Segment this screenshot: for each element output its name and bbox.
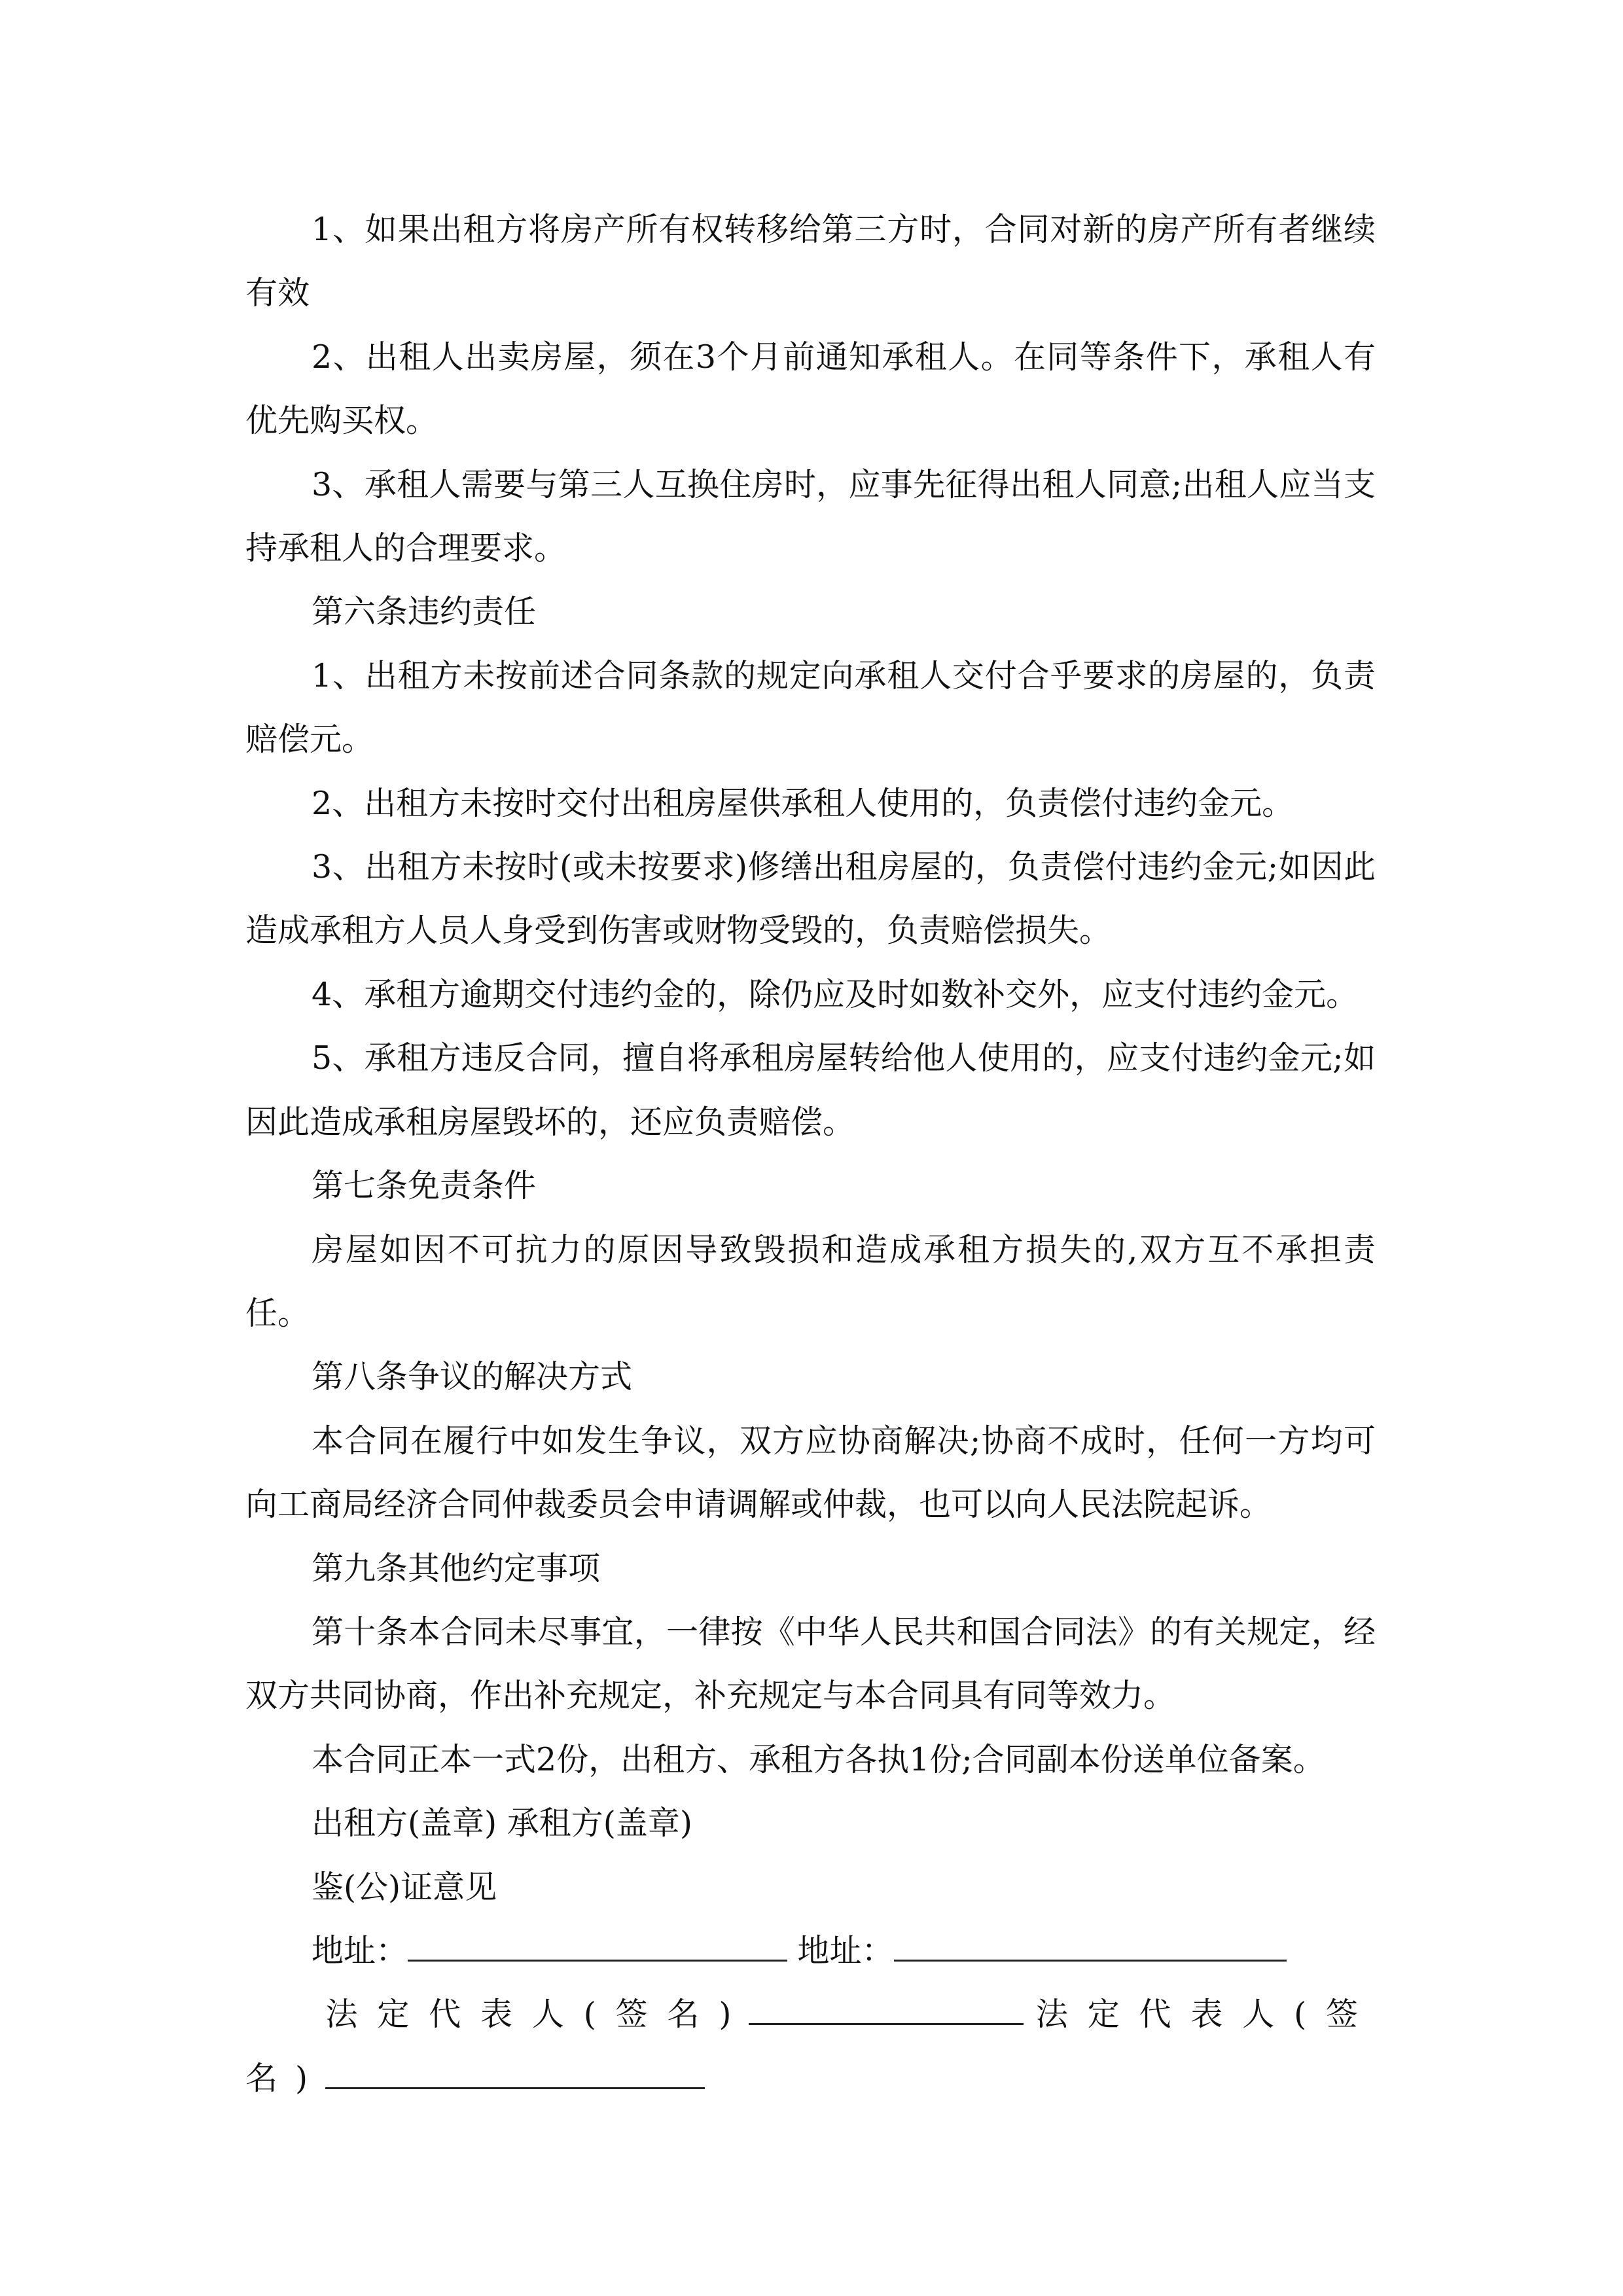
- address-label-lessee: 地址：: [797, 1931, 894, 1969]
- section-heading: 第九条其他约定事项: [311, 1549, 600, 1587]
- rep-blank-lessor[interactable]: [749, 1997, 1024, 2025]
- representative-line: [245, 1982, 1376, 2110]
- address-label-lessor: 地址：: [311, 1931, 408, 1969]
- paragraph: 1、出租方未按前述合同条款的规定向承租人交付合乎要求的房屋的，负责赔偿元。: [245, 656, 1376, 759]
- document-body: [245, 198, 1376, 2110]
- paragraph: 第十条本合同未尽事宜，一律按《中华人民共和国合同法》的有关规定，经双方共同协商，作出补充规定，补充规定与本合同具有同等效力。: [245, 1613, 1376, 1715]
- rep-label-lessor: 法定代表人(签名): [325, 1996, 749, 2034]
- paragraph: 本合同在履行中如发生争议，双方应协商解决;协商不成时，任何一方均可向工商局经济合同仲裁委员会申请调解或仲裁，也可以向人民法院起诉。: [245, 1422, 1376, 1524]
- paragraph: 本合同正本一式2份，出租方、承租方各执1份;合同副本份送单位备案。: [311, 1740, 1325, 1778]
- notary-opinion: 鉴(公)证意见: [311, 1868, 497, 1906]
- paragraph: 1、如果出租方将房产所有权转移给第三方时，合同对新的房产所有者继续有效: [245, 211, 1376, 312]
- section-heading: 第八条争议的解决方式: [311, 1358, 632, 1396]
- paragraph: 3、承租人需要与第三人互换住房时，应事先征得出租人同意;出租人应当支持承租人的合理要求。: [245, 465, 1376, 567]
- section-heading: 第六条违约责任: [311, 593, 536, 631]
- paragraph: 3、出租方未按时(或未按要求)修缮出租房屋的，负责偿付违约金元;如因此造成承租方人员人身受到伤害或财物受毁的，负责赔偿损失。: [245, 848, 1376, 950]
- paragraph: 5、承租方违反合同，擅自将承租房屋转给他人使用的，应支付违约金元;如因此造成承租房屋毁坏的，还应负责赔偿。: [245, 1039, 1376, 1141]
- address-line: [245, 1919, 1376, 1982]
- rep-blank-lessee[interactable]: [325, 2061, 705, 2089]
- rep-label-lessee: 法定代表人(签名): [245, 1996, 1376, 2097]
- paragraph: 2、出租人出卖房屋，须在3个月前通知承租人。在同等条件下，承租人有优先购买权。: [245, 338, 1376, 440]
- paragraph: 4、承租方逾期交付违约金的，除仍应及时如数补交外，应支付违约金元。: [311, 975, 1359, 1013]
- paragraph: 2、出租方未按时交付出租房屋供承租人使用的，负责偿付违约金元。: [311, 784, 1294, 822]
- signature-parties: 出租方(盖章) 承租方(盖章): [311, 1804, 692, 1842]
- section-heading: 第七条免责条件: [311, 1167, 536, 1205]
- address-blank-lessee[interactable]: [894, 1933, 1287, 1962]
- address-blank-lessor[interactable]: [408, 1933, 787, 1962]
- paragraph: 房屋如因不可抗力的原因导致毁损和造成承租方损失的,双方互不承担责任。: [245, 1230, 1376, 1332]
